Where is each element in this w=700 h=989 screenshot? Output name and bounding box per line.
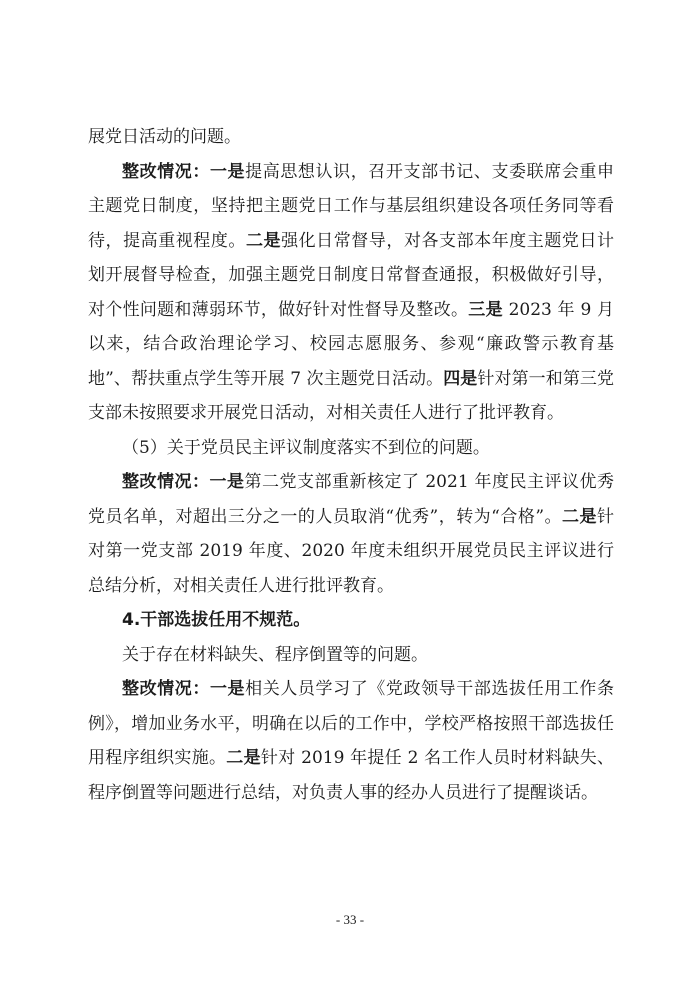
section-heading-4: 4.干部选拔任用不规范。 (122, 610, 311, 630)
marker-first: 一是 (209, 472, 245, 492)
text-fourth: 针对第一和第三党支部未按照要求开展党日活动，对相关责任人进行了批评教育。 (88, 368, 615, 423)
text-first: 相关人员学习了《党政领导干部选拔任用工作条例》，增加业务水平，明确在以后的工作中，学校严格按照干部选拔任用程序组织实施。 (88, 679, 615, 768)
page-number: - 33 - (335, 912, 365, 927)
marker-first: 一是 (209, 161, 246, 182)
marker-second: 二是 (562, 506, 597, 527)
text-third: 2023 年 9 月以来，结合政治理论学习、校园志愿服务、参观“廉政警示教育基地”、帮扶重点学生等开展 7 次主题党日活动。 (88, 299, 615, 389)
paragraph-rectification-3 (88, 672, 614, 810)
marker-fourth: 四是 (443, 368, 478, 389)
document-body (88, 120, 614, 810)
text-second: 针对第一党支部 2019 年度、2020 年度未组织开展党员民主评议进行总结分析，对相关责任人进行批评教育。 (88, 506, 614, 596)
label-rectification: 整改情况： (122, 472, 210, 492)
paragraph-rectification-2 (88, 465, 614, 603)
text-second: 强化日常督导，对各支部本年度主题党日计划开展督导检查，加强主题党日制度日常督查通报，积极做好引导，对个性问题和薄弱环节，做好针对性督导及整改。 (88, 230, 615, 320)
text-first: 第二党支部重新核定了 2021 年度民主评议优秀党员名单，对超出三分之一的人员取消“优秀”，转为“合格”。 (88, 472, 615, 527)
marker-second: 二是 (245, 230, 282, 251)
paragraph-rectification-1 (88, 155, 614, 431)
marker-third: 三是 (468, 299, 503, 320)
label-rectification: 整改情况： (122, 161, 210, 182)
label-rectification: 整改情况： (122, 679, 210, 699)
text-second: 针对 2019 年提任 2 名工作人员时材料缺失、程序倒置等问题进行总结，对负责人事的经办人员进行了提醒谈话。 (88, 748, 615, 803)
paragraph-issue-5: （5）关于党员民主评议制度落实不到位的问题。 (122, 437, 490, 458)
text-first: 提高思想认识，召开支部书记、支委联席会重申主题党日制度，坚持把主题党日工作与基层组织建设各项任务同等看待，提高重视程度。 (88, 161, 615, 251)
paragraph-continuation: 展党日活动的问题。 (88, 127, 241, 147)
marker-second: 二是 (226, 748, 261, 768)
marker-first: 一是 (209, 679, 246, 699)
paragraph-issue-description: 关于存在材料缺失、程序倒置等的问题。 (122, 644, 428, 665)
